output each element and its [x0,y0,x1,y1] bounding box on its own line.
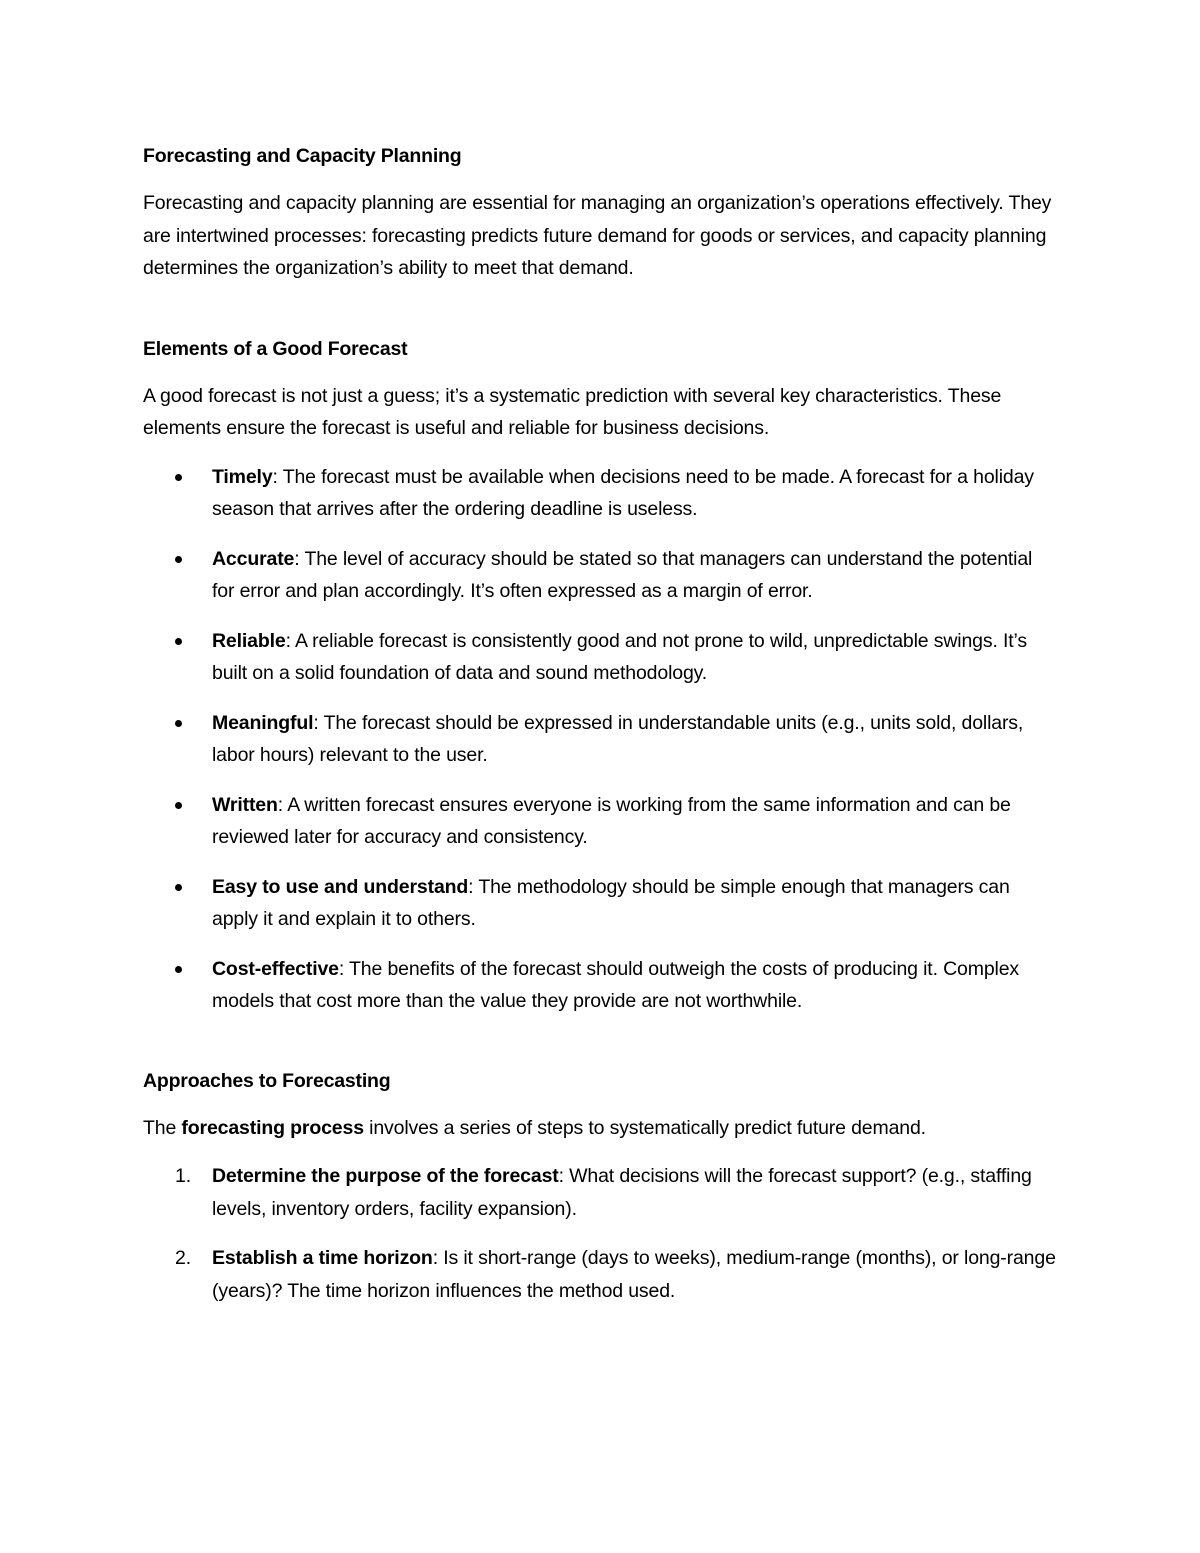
list-item [143,625,1058,690]
list-item-text: : The level of accuracy should be stated so that managers can understand the potential for error and plan accordingly. It’s often expressed as a margin of error. [212,547,1033,602]
list-item-text: : A reliable forecast is consistently good and not prone to wild, unpredictable swings. It’s built on a solid foundation of data and sound methodology. [212,629,1027,684]
intro-paragraph: Forecasting and capacity planning are essential for managing an organization’s operations effectively. They are intertwined processes: forecasting predicts future demand for goods or services, and capacity planning determines the organization’s ability to meet that demand. [143,192,1052,279]
approaches-numbered-list [143,1160,1058,1307]
list-item [143,461,1058,526]
list-item-text: : The forecast must be available when decisions need to be made. A forecast for a holiday season that arrives after the ordering deadline is useless. [212,465,1034,520]
elements-bullet-list [143,461,1058,1018]
list-item-term: Reliable [212,629,286,652]
list-item-term: Meaningful [212,711,314,734]
list-item [143,1242,1058,1307]
list-item-term: Establish a time horizon [212,1247,433,1269]
list-item-text: : Is it short-range (days to weeks), medium-range (months), or long-range (years)? The time horizon influences the method used. [212,1247,1056,1302]
section-heading-intro: Forecasting and Capacity Planning [143,145,462,167]
approaches-intro-suffix: involves a series of steps to systematically predict future demand. [363,1116,926,1139]
bullet-icon [175,720,182,727]
list-item-text: : The methodology should be simple enough that managers can apply it and explain it to others. [212,875,1010,930]
bullet-icon [175,966,182,973]
list-item-term: Accurate [212,547,295,570]
list-item [143,1160,1058,1225]
list-item-text: : A written forecast ensures everyone is working from the same information and can be reviewed later for accuracy and consistency. [212,793,1011,848]
list-item-term: Determine the purpose of the forecast [212,1165,559,1187]
section-heading-elements: Elements of a Good Forecast [143,337,408,360]
bullet-icon [175,884,182,891]
list-item-term: Written [212,793,278,816]
list-item-term: Timely [212,465,273,488]
bullet-icon [175,802,182,809]
list-item [143,871,1058,936]
list-item-text: : What decisions will the forecast support? (e.g., staffing levels, inventory orders, facility expansion). [212,1165,1032,1220]
approaches-paragraph [143,1112,1058,1145]
document-page [143,140,1058,1324]
list-item-text: : The forecast should be expressed in understandable units (e.g., units sold, dollars, labor hours) relevant to the user. [212,711,1024,766]
step-number: 2. [175,1247,191,1269]
list-item-term: Easy to use and understand [212,875,469,898]
approaches-intro-term: forecasting process [181,1116,364,1139]
elements-paragraph: A good forecast is not just a guess; it’s a systematic prediction with several key characteristics. These elements ensure the forecast is useful and reliable for business decisions. [143,384,1002,439]
bullet-icon [175,556,182,563]
list-item [143,789,1058,854]
bullet-icon [175,474,182,481]
list-item-text: : The benefits of the forecast should outweigh the costs of producing it. Complex models that cost more than the value they provide are not worthwhile. [212,957,1019,1012]
step-number: 1. [175,1165,191,1187]
section-heading-approaches: Approaches to Forecasting [143,1069,391,1092]
approaches-intro-prefix: The [143,1116,182,1139]
list-item [143,707,1058,772]
list-item [143,543,1058,608]
list-item-term: Cost-effective [212,957,339,980]
bullet-icon [175,638,182,645]
list-item [143,953,1058,1018]
